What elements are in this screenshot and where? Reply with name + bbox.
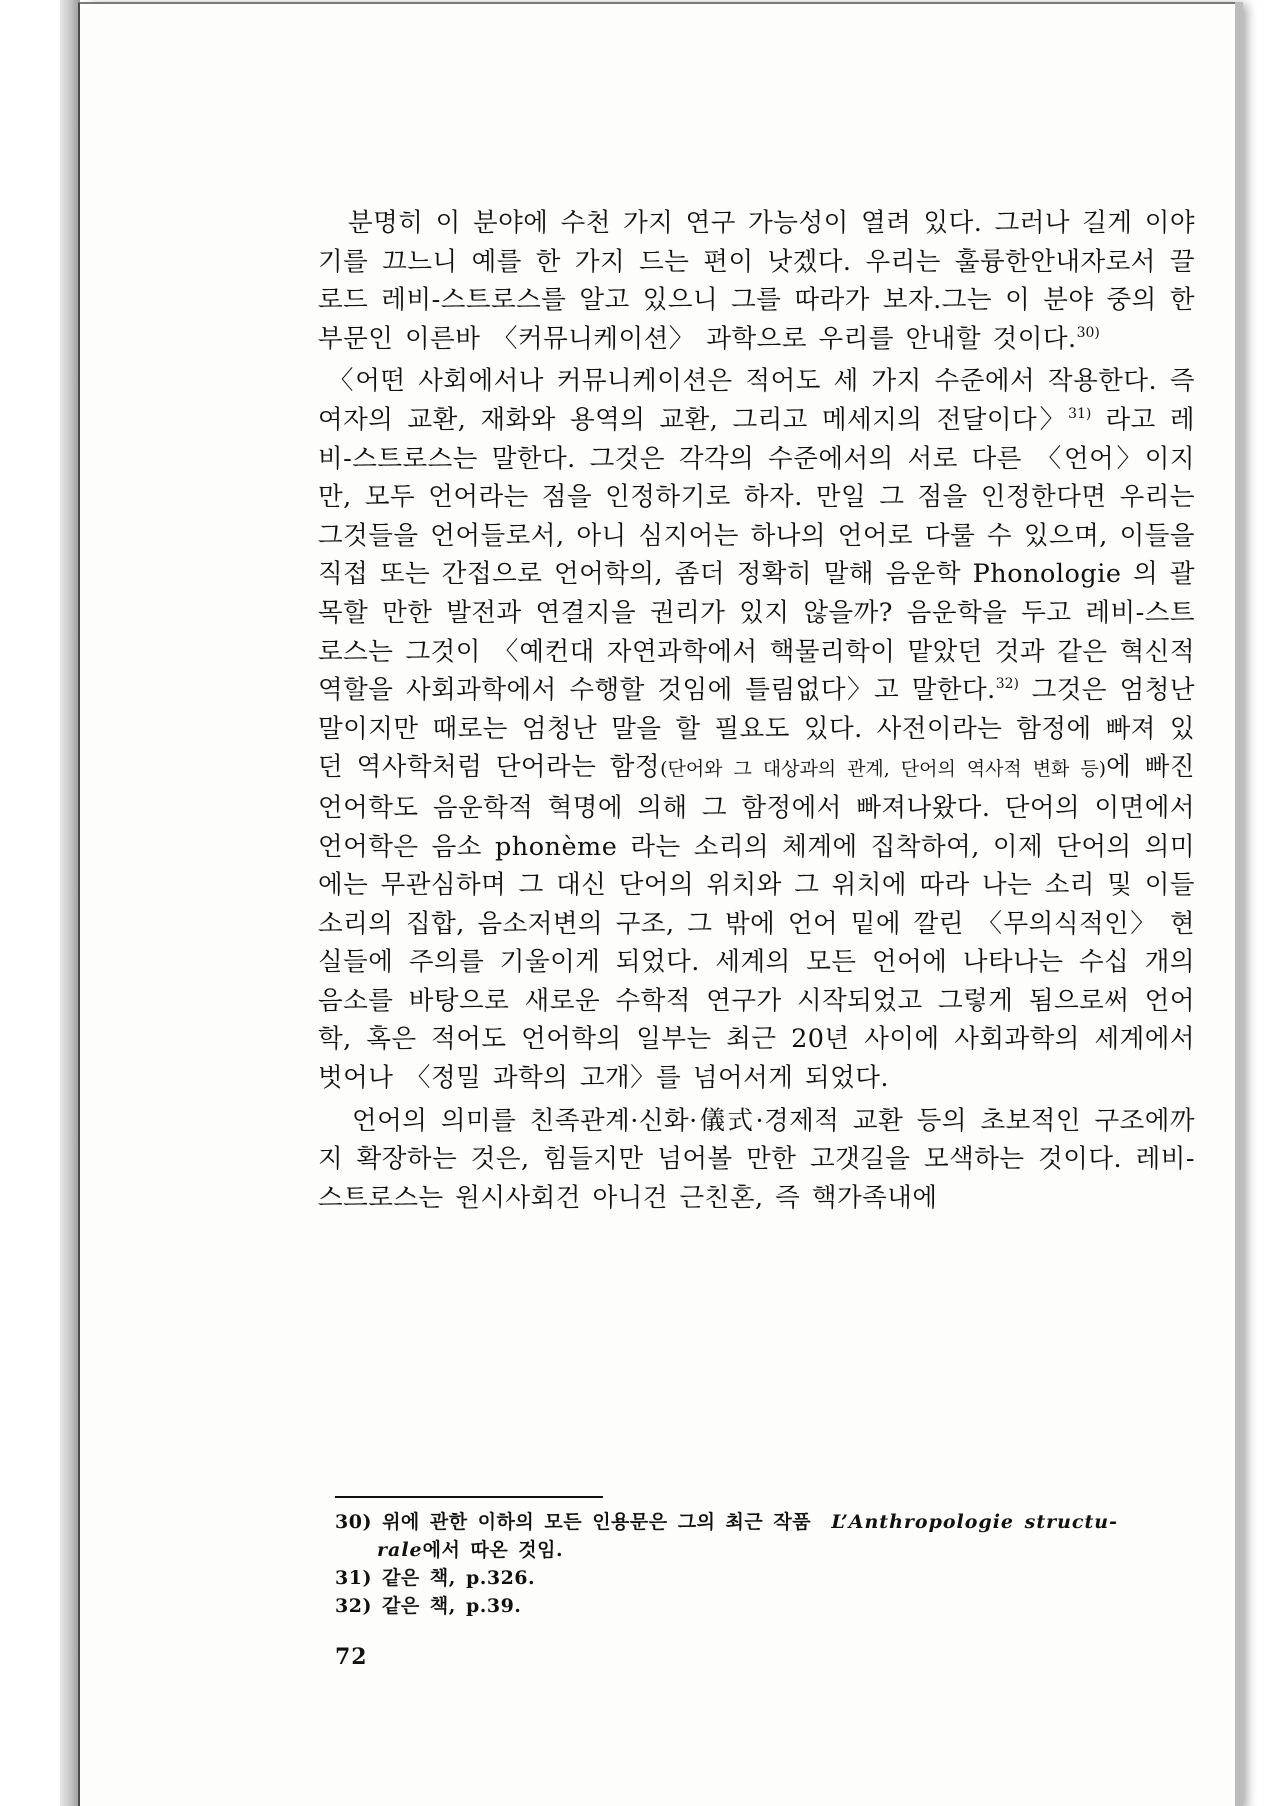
- footnote-31-number: 31): [335, 1567, 372, 1589]
- footnote-ref-32: 32): [995, 676, 1019, 693]
- footnote-31-text: 같은 책, p.326.: [382, 1567, 536, 1589]
- paragraph-2-parenthetical: (단어와 그 대상과의 관계, 단어의 역사적 변화 등): [660, 758, 1107, 781]
- paragraph-1-line-5: 를 안내할 것이다.: [868, 323, 1077, 354]
- paragraph-1-line-1: 분명히 이 분야에 수천 가지 연구 가능성이 열려 있다. 그러나 길: [348, 208, 1108, 238]
- page-number: 72: [335, 1644, 368, 1670]
- footnote-32-number: 32): [335, 1595, 372, 1617]
- footnotes: [335, 1496, 1195, 1620]
- footnote-30-text: 위에 관한 이하의 모든 인용문은 그의 최근 작품: [382, 1511, 812, 1533]
- footnote-30: [335, 1508, 1195, 1564]
- footnote-30-title: L’Anthropologie structu-: [831, 1511, 1118, 1533]
- footnote-30-number: 30): [335, 1511, 372, 1533]
- footnote-32-text: 같은 책, p.39.: [382, 1595, 522, 1617]
- footnote-30-title-cont: rale: [377, 1539, 423, 1561]
- paragraph-2-part-4: 에 빠진 언어학도 음운학적 혁명에 의해 그 함정에서 빠져나왔다. 단어의 이면에서 언어학은 음소 phonème 라는 소리의 체계에 집착하여, 이제 단어의 의미에는 무관심하며 그 대신 단어의 위치와 그 위치에 따라 나는 소리 및 이들 소리의 집합, 음소저변의 구조, 그 밖에 언어 밑에 깔린 〈무의식적인〉 현실들에 주의를 기울이게 되었다. 세계의 모든 언어에 나타나는 수십 개의 음소를 바탕으로 새로운 수학적 연구가 시작되었고 그렇게 됨으로써 언어학, 혹은 적어도 언어학의 일부는 최근 20년 사이에 사회과학의 세계에서 벗어나 〈정밀 과학의 고개〉를 넘어서게 되었다.: [318, 752, 1195, 1094]
- book-page: [78, 2, 1235, 1806]
- footnote-divider: [335, 1496, 603, 1498]
- footnote-32: [335, 1592, 1195, 1620]
- paragraph-1-line-3: 안내자로서 끌로드 레비-스트로스를 알고 있으니 그를 따라가 보자.: [318, 246, 1196, 316]
- paragraph-2-part-1: 〈어떤 사회에서나 커뮤니케이션은 적어도 세 가지 수준에서 작용한다. 즉 여자의 교환, 재화와 용역의 교환, 그리고 메세지의 전달이다〉: [318, 366, 1195, 435]
- paragraph-3: [318, 1102, 1195, 1218]
- footnote-ref-30: 30): [1076, 324, 1100, 341]
- footnote-31: [335, 1564, 1195, 1592]
- paragraph-2-part-3: 그것은 엄청난 말이지만 때로는 엄청난 말을 할 필요도 있다. 사전이라는 함정에 빠져 있던 역사학처럼 단어라는 함정: [318, 675, 1195, 783]
- book-spine-edge: [60, 0, 80, 1806]
- paragraph-2-part-2: 라고 레비-스트로스는 말한다. 그것은 각각의 수준에서의 서로 다른 〈언어〉이지만, 모두 언어라는 점을 인정하기로 하자. 만일 그 점을 인정한다면 우리는 그것들을 언어들로서, 아니 심지어는 하나의 언어로 다룰 수 있으며, 이들을 직접 또는 간접으로 언어학의, 좀더 정확히 말해 음운학 Phonologie 의 괄목할 만한 발전과 연결지을 권리가 있지 않을까? 음운학을 두고 레비-스트로스는 그것이 〈예컨대 자연과학에서 핵물리학이 맡았던 것과 같은 혁신적 역할을 사회과학에서 수행할 것임에 틀림없다〉고 말한다.: [318, 404, 1195, 706]
- paragraph-2: [318, 362, 1195, 1097]
- footnote-ref-31: 31): [1068, 405, 1092, 422]
- footnote-30-text-after: 에서 따온 것임.: [422, 1539, 564, 1561]
- paragraph-3-text: 언어의 의미를 친족관계·신화·儀式·경제적 교환 등의 초보적인 구조에까지 확장하는 것은, 힘들지만 넘어볼 만한 고갯길을 모색하는 것이다. 레비-스트로스는 원시사회건 아니건 근친혼, 즉 핵가족내에: [318, 1105, 1195, 1213]
- paragraph-1-line-2: 게 이야기를 끄느니 예를 한 가지 드는 편이 낫겠다. 우리는 훌륭한: [318, 208, 1195, 277]
- paragraph-1: [318, 204, 1195, 358]
- body-text: [318, 204, 1195, 1217]
- paragraph-1-line-4: 그는 이 분야 중의 한 부문인 이른바 〈커뮤니케이션〉 과학으로 우리: [318, 285, 1195, 354]
